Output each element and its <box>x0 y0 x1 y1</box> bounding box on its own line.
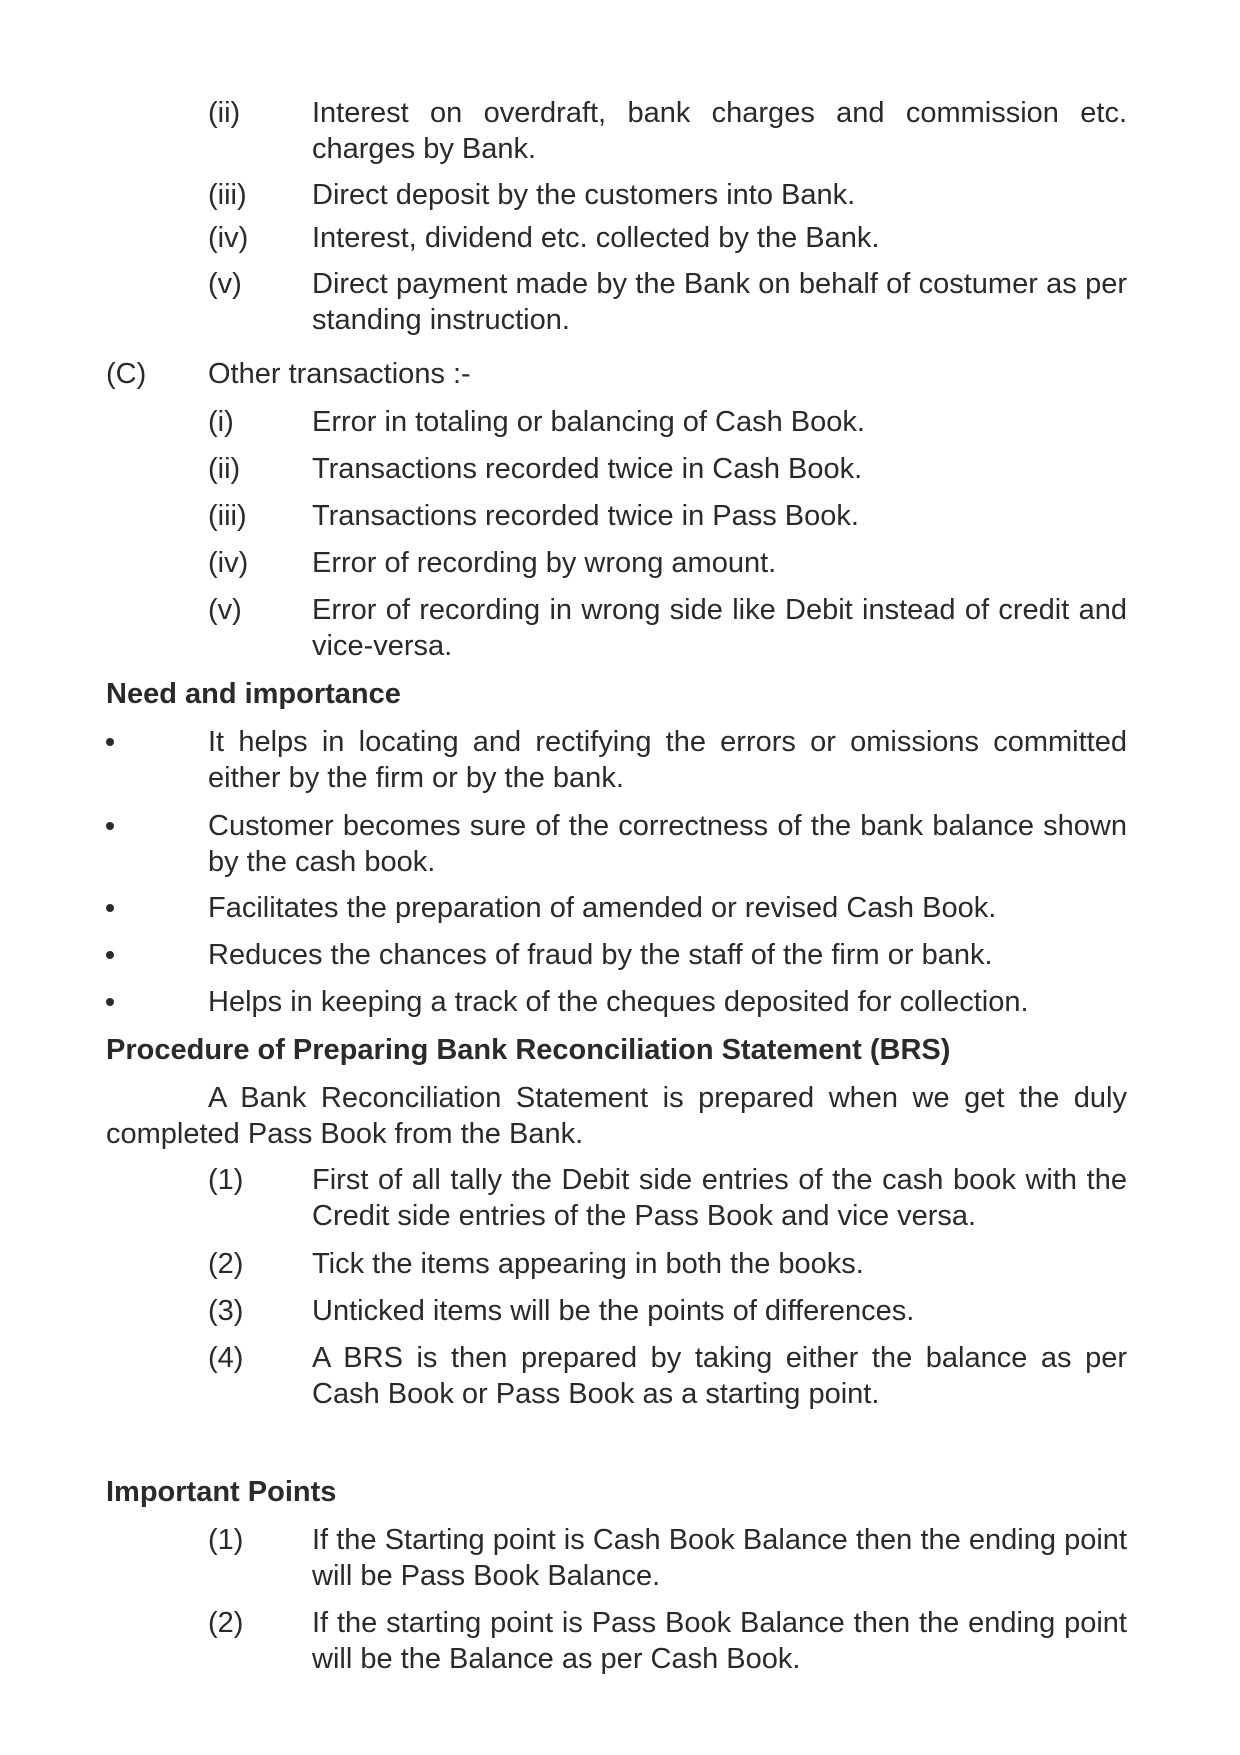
bullet-icon <box>106 822 114 830</box>
item-number: (ii) <box>208 453 241 485</box>
bullet-icon <box>106 904 114 912</box>
item-number: (2) <box>208 1248 244 1280</box>
item-text: A BRS is then prepared by taking either the balance as per Cash Book or Pass Book as a starting point. <box>312 1342 1127 1410</box>
item-number: (4) <box>208 1342 244 1374</box>
item-number: (3) <box>208 1295 244 1327</box>
item-number: (v) <box>208 594 242 626</box>
item-text: Interest on overdraft, bank charges and commission etc. charges by Bank. <box>312 97 1127 165</box>
item-text: Tick the items appearing in both the books. <box>312 1248 864 1280</box>
bullet-icon <box>106 951 114 959</box>
item-text: If the starting point is Pass Book Balance then the ending point will be the Balance as per Cash Book. <box>312 1607 1127 1675</box>
item-number: (iv) <box>208 547 249 579</box>
bullet-text: Customer becomes sure of the correctness of the bank balance shown by the cash book. <box>208 810 1127 878</box>
section-heading: Need and importance <box>106 678 401 710</box>
item-number: (2) <box>208 1607 244 1639</box>
item-text: Transactions recorded twice in Pass Book. <box>312 500 859 532</box>
item-text: Interest, dividend etc. collected by the Bank. <box>312 222 880 254</box>
item-number: (ii) <box>208 97 241 129</box>
item-number: (i) <box>208 406 234 438</box>
section-title: Other transactions :- <box>208 358 471 390</box>
item-text: First of all tally the Debit side entries of the cash book with the Credit side entries of the Pass Book and vice versa. <box>312 1164 1127 1232</box>
item-number: (1) <box>208 1164 244 1196</box>
item-text: Error in totaling or balancing of Cash Book. <box>312 406 865 438</box>
bullet-text: Facilitates the preparation of amended or revised Cash Book. <box>208 892 997 924</box>
bullet-icon <box>106 738 114 746</box>
bullet-text: It helps in locating and rectifying the errors or omissions committed either by the firm or by the bank. <box>208 726 1127 794</box>
item-text: Error of recording in wrong side like Debit instead of credit and vice-versa. <box>312 594 1127 662</box>
item-text: Unticked items will be the points of differences. <box>312 1295 915 1327</box>
bullet-icon <box>106 998 114 1006</box>
item-number: (1) <box>208 1524 244 1556</box>
section-heading: Procedure of Preparing Bank Reconciliation Statement (BRS) <box>106 1034 951 1066</box>
item-text: Direct deposit by the customers into Bank. <box>312 179 856 211</box>
intro-paragraph: A Bank Reconciliation Statement is prepared when we get the duly completed Pass Book from the Bank. <box>106 1082 1127 1150</box>
item-number: (iv) <box>208 222 249 254</box>
item-text: Error of recording by wrong amount. <box>312 547 777 579</box>
item-text: If the Starting point is Cash Book Balance then the ending point will be Pass Book Balance. <box>312 1524 1127 1592</box>
section-heading: Important Points <box>106 1476 337 1508</box>
bullet-text: Reduces the chances of fraud by the staff of the firm or bank. <box>208 939 993 971</box>
item-text: Direct payment made by the Bank on behalf of costumer as per standing instruction. <box>312 268 1127 336</box>
item-number: (iii) <box>208 179 247 211</box>
item-number: (v) <box>208 268 242 300</box>
bullet-text: Helps in keeping a track of the cheques deposited for collection. <box>208 986 1029 1018</box>
item-number: (iii) <box>208 500 247 532</box>
item-text: Transactions recorded twice in Cash Book. <box>312 453 863 485</box>
section-label: (C) <box>106 358 147 390</box>
